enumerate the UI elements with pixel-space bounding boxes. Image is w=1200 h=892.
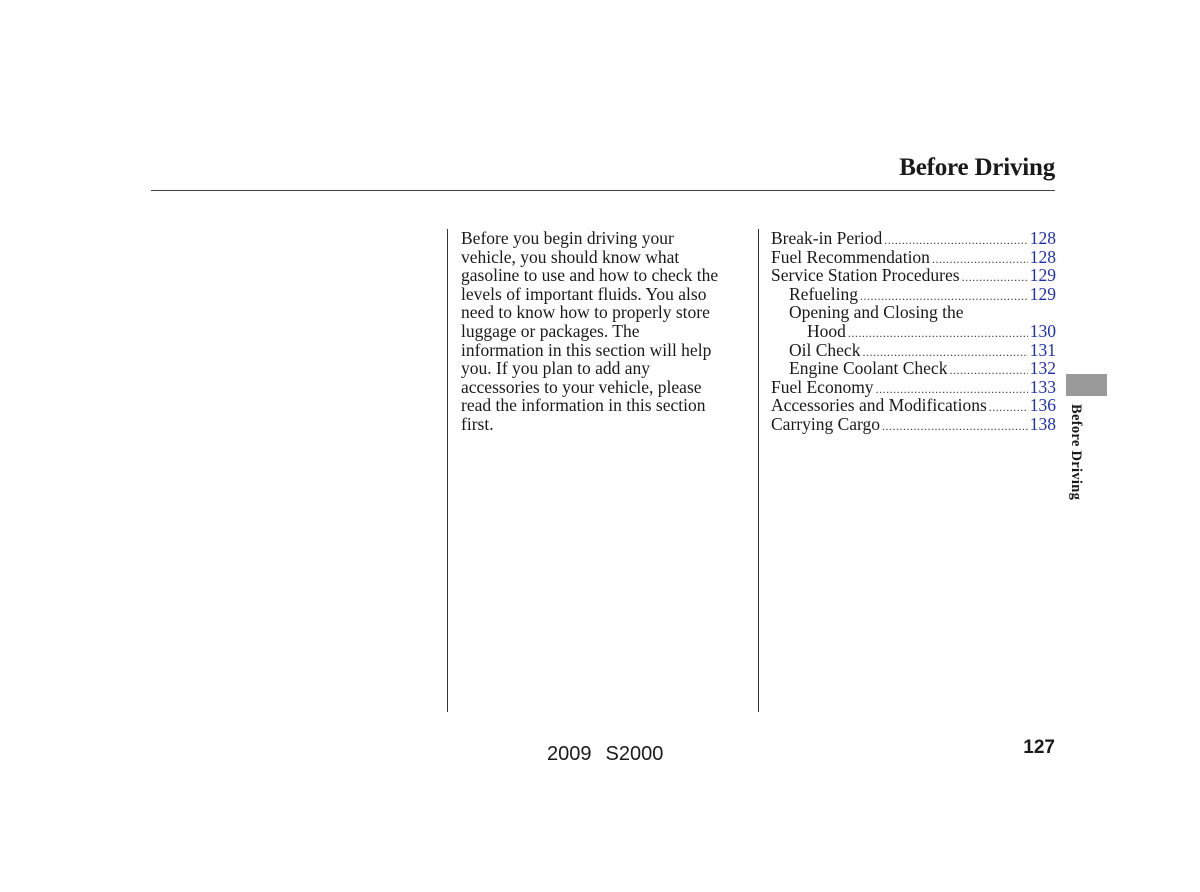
toc-leader (989, 398, 1028, 417)
intro-line: read the information in this section (461, 395, 706, 416)
toc-page-link[interactable]: 128 (1029, 246, 1056, 267)
toc-label: Accessories and Modifications (771, 395, 987, 416)
toc-label: Service Station Procedures (771, 265, 960, 286)
page-title: Before Driving (899, 154, 1055, 181)
footer-model (547, 743, 663, 766)
intro-line: need to know how to properly store (461, 302, 710, 323)
intro-paragraph (461, 229, 751, 434)
intro-line: levels of important fluids. You also (461, 283, 707, 304)
toc-page-link[interactable]: 129 (1029, 283, 1056, 304)
toc-leader (848, 324, 1028, 343)
toc-label-continued: Hood (807, 320, 846, 341)
toc-entry-opening-closing-hood[interactable] (771, 322, 1056, 341)
toc-entry-refueling[interactable] (771, 285, 1056, 304)
toc-label: Opening and Closing the (789, 302, 964, 323)
toc-page-link[interactable]: 136 (1029, 395, 1056, 416)
intro-line: Before you begin driving your (461, 228, 674, 248)
toc-leader (949, 361, 1027, 380)
toc-entry-accessories-modifications[interactable] (771, 396, 1056, 415)
footer-model-name: S2000 (605, 743, 664, 765)
toc-entry-oil-check[interactable] (771, 341, 1056, 360)
footer-year: 2009 (547, 743, 592, 765)
toc-entry-service-station-procedures[interactable] (771, 266, 1056, 285)
intro-line: luggage or packages. The (461, 320, 640, 341)
toc-label: Refueling (789, 283, 859, 304)
intro-line: information in this section will help (461, 339, 712, 360)
column-divider-right (758, 229, 759, 712)
toc-leader (962, 268, 1028, 287)
toc-label: Fuel Recommendation (771, 246, 930, 267)
page-number: 127 (1023, 737, 1055, 758)
toc-entry-engine-coolant-check[interactable] (771, 359, 1056, 378)
toc-page-link[interactable]: 132 (1029, 358, 1056, 379)
toc-entry-carrying-cargo[interactable] (771, 415, 1056, 434)
header-rule (151, 190, 1055, 191)
toc-label: Carrying Cargo (771, 413, 881, 434)
section-tab-label: Before Driving (1068, 404, 1084, 501)
toc-label: Engine Coolant Check (789, 358, 948, 379)
toc-label: Break-in Period (771, 228, 883, 248)
intro-line: first. (461, 413, 494, 434)
section-tab-marker (1066, 374, 1107, 396)
toc-entry-fuel-recommendation[interactable] (771, 248, 1056, 267)
toc-label: Fuel Economy (771, 376, 874, 397)
toc-page-link[interactable]: 133 (1029, 376, 1056, 397)
column-divider-left (447, 229, 448, 712)
toc-page-link[interactable]: 131 (1029, 339, 1056, 360)
intro-line: vehicle, you should know what (461, 246, 680, 267)
toc-page-link[interactable]: 129 (1029, 265, 1056, 286)
toc-entry-fuel-economy[interactable] (771, 378, 1056, 397)
intro-line: gasoline to use and how to check the (461, 265, 719, 286)
intro-line: you. If you plan to add any (461, 358, 651, 379)
toc-page-link[interactable]: 138 (1029, 413, 1056, 434)
toc-leader (882, 417, 1028, 436)
intro-line: accessories to your vehicle, please (461, 376, 702, 397)
toc-label: Oil Check (789, 339, 861, 360)
toc-entry-break-in-period[interactable] (771, 229, 1056, 248)
table-of-contents (771, 229, 1056, 434)
toc-page-link[interactable]: 130 (1029, 320, 1056, 341)
toc-page-link[interactable]: 128 (1029, 228, 1056, 248)
